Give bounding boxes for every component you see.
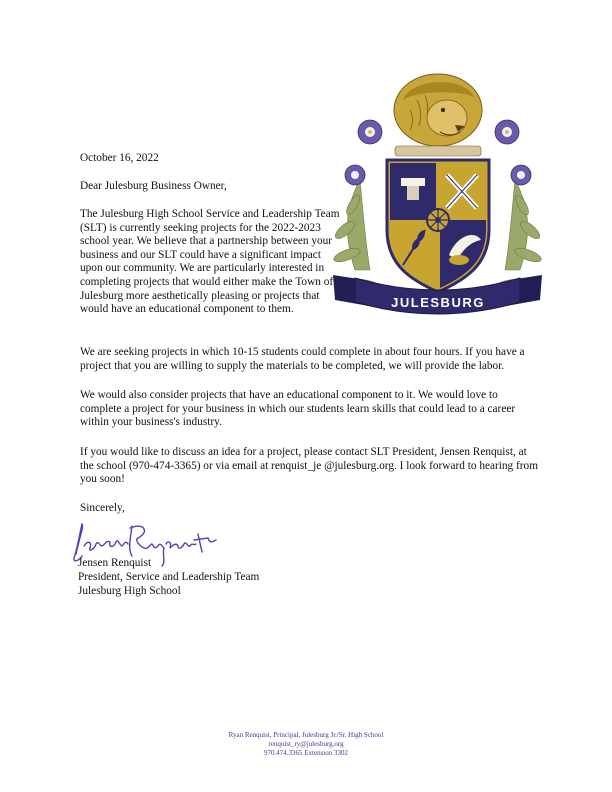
letter-greeting: Dear Julesburg Business Owner, [80, 180, 227, 192]
crest-torse [395, 146, 481, 156]
letter-closing: Sincerely, [80, 502, 125, 514]
leaf-decoration-right [493, 180, 542, 293]
sender-title: President, Service and Leadership Team [78, 571, 260, 583]
letter-paragraph-1: The Julesburg High School Service and Leadership Team (SLT) is currently seeking projects for the 2022-2023 school year. We believe that a partnership between your business and our SLT could have a significant impact upon our community. We are particularly interested in completing projects that would either make the Town of Julesburg more aesthetically pleasing or projects that would have an educational component to them. [80, 208, 340, 316]
letter-paragraph-2: We are seeking projects in which 10-15 students could complete in about four hours. If you have a project that you are willing to supply the materials to be completed, we will provide the labor. [80, 346, 525, 372]
crest-banner-text: JULESBURG [391, 295, 485, 310]
sender-name: Jensen Renquist [78, 557, 152, 569]
columbine-flower-left [345, 120, 382, 185]
lion-head-icon [394, 74, 482, 146]
letter-paragraph-3: We would also consider projects that have an educational component to it. We would love to complete a project for your business in which our students learn skills that could lead to a career within your business's industry. [80, 389, 516, 429]
school-crest [325, 70, 550, 320]
letter-date: October 16, 2022 [80, 152, 159, 164]
crest-shield [387, 160, 489, 292]
footer-phone: 970.474.3365 Extension 3302 [264, 749, 348, 757]
letter-footer [0, 731, 612, 758]
footer-email: renquist_ry@julesburg.org [268, 740, 344, 748]
footer-principal: Ryan Renquist, Principal, Julesburg Jr./Sr. High School [228, 731, 384, 739]
columbine-flower-right [495, 120, 531, 185]
letter-paragraph-4: If you would like to discuss an idea for a project, please contact SLT President, Jensen Renquist, at the school (970-474-3365) or via email at renquist_je @julesburg.org. I look forward to hearing from you soon! [80, 446, 538, 486]
sender-school: Julesburg High School [78, 585, 181, 597]
